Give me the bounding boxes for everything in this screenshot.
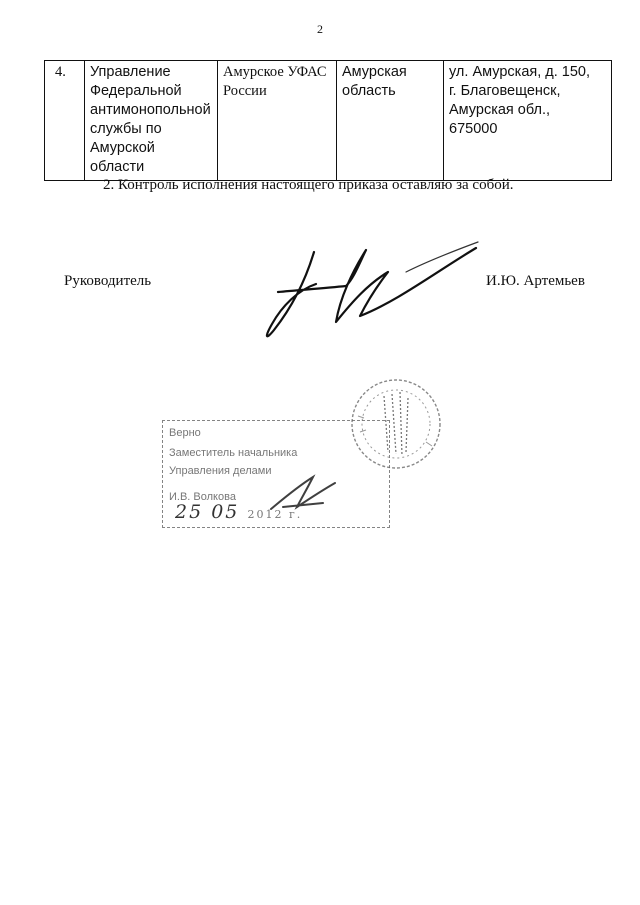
page-number: 2 <box>317 22 323 36</box>
signer-title: Руководитель <box>64 273 152 289</box>
cell-line: России <box>223 83 267 99</box>
cell-line: Амурская <box>342 64 407 80</box>
stamp-line: Верно <box>169 427 201 439</box>
handwritten-signature <box>256 232 486 352</box>
cell-line: область <box>342 83 396 99</box>
cell-line: службы по <box>90 121 162 137</box>
short-name-cell <box>218 61 337 181</box>
region-cell <box>337 61 444 181</box>
cell-line: г. Благовещенск, <box>449 83 561 99</box>
cell-line: Управление <box>90 64 171 80</box>
stamp-date <box>175 501 302 523</box>
row-number-cell: 4. <box>45 61 85 181</box>
stamp-date-handwritten: 25 05 <box>175 501 240 523</box>
cell-line: Амурская обл., <box>449 102 551 118</box>
stamp-line: Заместитель начальника <box>169 447 298 459</box>
certification-stamp <box>162 420 390 528</box>
signer-name: И.Ю. Артемьев <box>486 273 585 289</box>
stamp-line: Управления делами <box>169 465 272 477</box>
cell-line: 675000 <box>449 121 498 137</box>
stamp-line: И.В. Волкова <box>169 491 236 503</box>
cell-line: ул. Амурская, д. 150, <box>449 64 591 80</box>
cell-line: Амурской области <box>90 140 155 175</box>
agency-name-cell <box>85 61 218 181</box>
stamp-year: 2012 г. <box>247 508 303 521</box>
cell-line: антимонопольной <box>90 102 211 118</box>
cell-line: Амурское УФАС <box>223 64 327 80</box>
table-row <box>45 61 612 181</box>
agencies-table <box>44 60 612 181</box>
address-cell <box>444 61 612 181</box>
cell-line: Федеральной <box>90 83 182 99</box>
order-clause-2: 2. Контроль исполнения настоящего приказа оставляю за собой. <box>103 177 514 193</box>
